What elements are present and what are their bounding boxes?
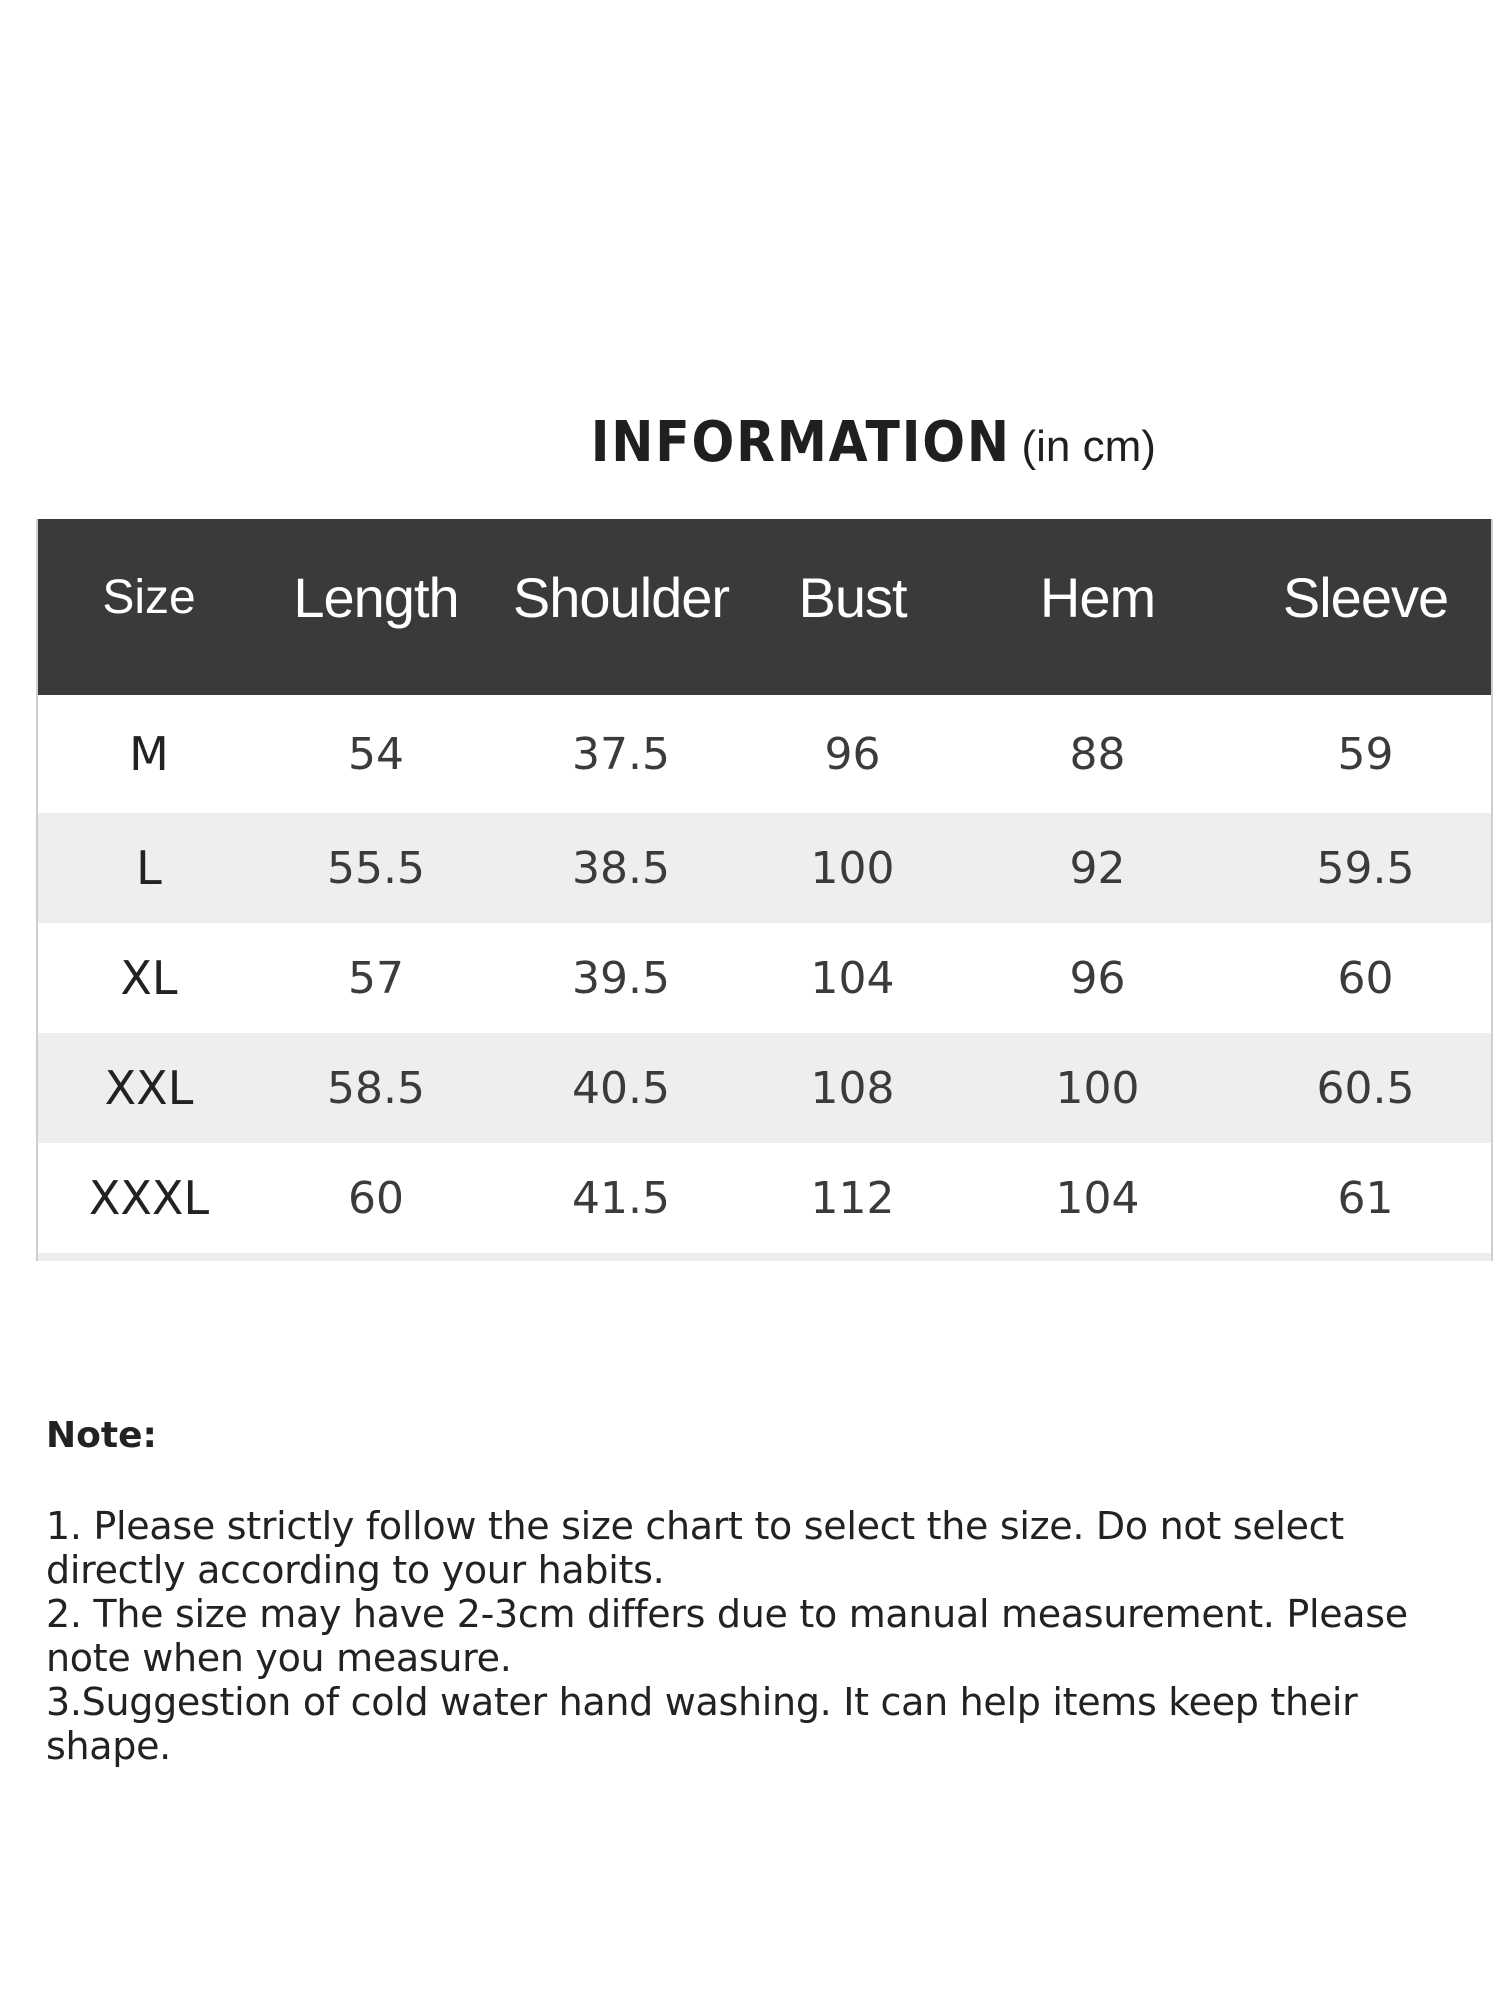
size-cell: XXXL — [88, 1171, 210, 1225]
sleeve-cell: 59 — [1337, 728, 1394, 780]
bust-cell: 96 — [824, 728, 881, 780]
header-hem: Hem — [1039, 565, 1156, 629]
header-shoulder: Shoulder — [512, 565, 730, 629]
size-cell: XL — [120, 951, 178, 1005]
header-length: Length — [293, 565, 459, 629]
header-row — [38, 547, 1491, 647]
note-item: 2. The size may have 2-3cm differs due to manual measurement. Please note when you measure. — [46, 1592, 1408, 1680]
note-item: 3.Suggestion of cold water hand washing. It can help items keep their shape. — [46, 1680, 1358, 1768]
title-unit: (in cm) — [1021, 422, 1156, 471]
table-row — [38, 1033, 1491, 1143]
length-cell: 57 — [348, 952, 404, 1004]
sleeve-cell: 60 — [1337, 952, 1394, 1004]
table-row — [38, 1143, 1491, 1253]
bust-cell: 108 — [810, 1062, 895, 1114]
bust-cell: 104 — [810, 952, 895, 1004]
size-cell: L — [136, 841, 162, 895]
header-bust: Bust — [798, 565, 907, 629]
size-chart-table — [36, 519, 1493, 1261]
table-header — [38, 519, 1491, 695]
header-size: Size — [102, 570, 196, 624]
size-cell: M — [129, 727, 169, 781]
hem-cell: 92 — [1069, 842, 1126, 894]
shoulder-cell: 37.5 — [572, 728, 670, 780]
table-row — [38, 695, 1491, 813]
table-row — [38, 923, 1491, 1033]
hem-cell: 100 — [1055, 1062, 1140, 1114]
sleeve-cell: 61 — [1337, 1172, 1394, 1224]
sleeve-cell: 59.5 — [1316, 842, 1415, 894]
shoulder-cell: 39.5 — [572, 952, 670, 1004]
shoulder-cell: 41.5 — [572, 1172, 670, 1224]
table-bottom-border — [38, 1253, 1491, 1261]
bust-cell: 100 — [810, 842, 895, 894]
page-title — [0, 410, 1500, 490]
length-cell: 54 — [348, 728, 404, 780]
bust-cell: 112 — [810, 1172, 895, 1224]
shoulder-cell: 38.5 — [572, 842, 670, 894]
sleeve-cell: 60.5 — [1316, 1062, 1415, 1114]
hem-cell: 88 — [1069, 728, 1126, 780]
hem-cell: 96 — [1069, 952, 1126, 1004]
note-item: 1. Please strictly follow the size chart to select the size. Do not select directly according to your habits. — [46, 1504, 1344, 1592]
length-cell: 60 — [348, 1172, 404, 1224]
length-cell: 55.5 — [327, 842, 425, 894]
hem-cell: 104 — [1055, 1172, 1140, 1224]
size-cell: XXL — [104, 1061, 194, 1115]
notes-heading: Note: — [46, 1415, 157, 1456]
notes-section — [46, 1415, 1466, 1768]
header-sleeve: Sleeve — [1282, 565, 1449, 629]
title-main: INFORMATION — [590, 410, 1012, 475]
length-cell: 58.5 — [327, 1062, 425, 1114]
shoulder-cell: 40.5 — [572, 1062, 670, 1114]
table-row — [38, 813, 1491, 923]
